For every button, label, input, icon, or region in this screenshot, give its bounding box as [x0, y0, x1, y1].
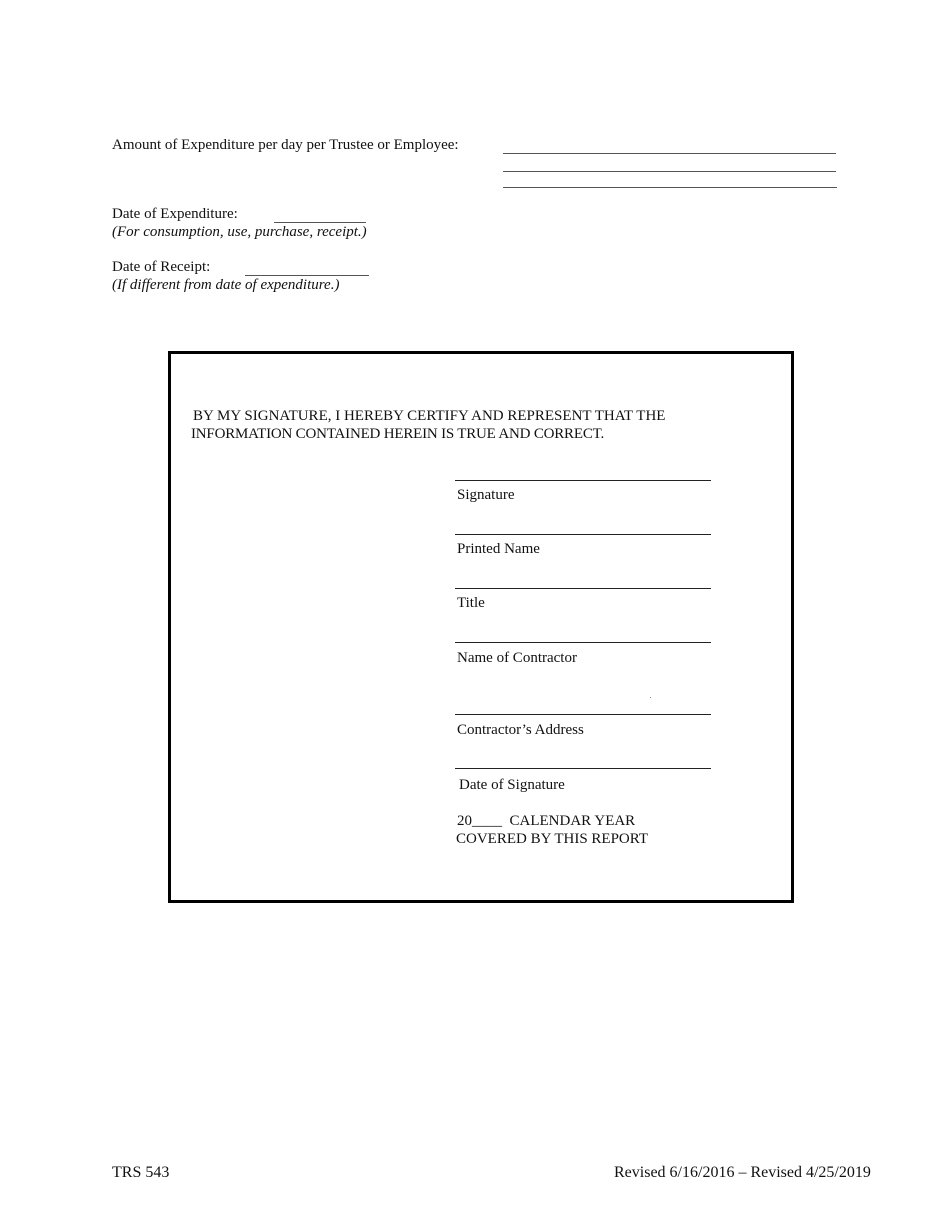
- title-label: Title: [457, 595, 485, 611]
- form-number: TRS 543: [112, 1164, 170, 1181]
- amount-field-line-1[interactable]: [503, 153, 836, 154]
- stray-dot: [650, 697, 651, 698]
- title-line[interactable]: [455, 588, 711, 589]
- printed-name-line[interactable]: [455, 534, 711, 535]
- certification-statement-line-2: INFORMATION CONTAINED HEREIN IS TRUE AND CORRECT.: [191, 426, 605, 442]
- date-signature-label: Date of Signature: [459, 777, 565, 793]
- amount-field-line-2[interactable]: [503, 171, 836, 172]
- contractor-name-label: Name of Contractor: [457, 650, 577, 666]
- printed-name-label: Printed Name: [457, 541, 540, 557]
- date-signature-line[interactable]: [455, 768, 711, 769]
- date-expenditure-field[interactable]: [274, 222, 366, 223]
- contractor-address-label: Contractor’s Address: [457, 722, 584, 738]
- contractor-address-line[interactable]: [455, 714, 711, 715]
- signature-label: Signature: [457, 487, 515, 503]
- date-expenditure-note: (For consumption, use, purchase, receipt.): [112, 224, 367, 240]
- amount-field-line-3[interactable]: [503, 187, 837, 188]
- date-receipt-label: Date of Receipt:: [112, 259, 211, 275]
- amount-label: Amount of Expenditure per day per Trustee or Employee:: [112, 137, 459, 153]
- calendar-year-line-1: 20____ CALENDAR YEAR: [457, 813, 636, 829]
- contractor-name-line[interactable]: [455, 642, 711, 643]
- date-expenditure-label: Date of Expenditure:: [112, 206, 238, 222]
- date-receipt-note: (If different from date of expenditure.): [112, 277, 340, 293]
- calendar-year-line-2: COVERED BY THIS REPORT: [456, 831, 649, 847]
- signature-line[interactable]: [455, 480, 711, 481]
- date-receipt-field[interactable]: [245, 275, 369, 276]
- revision-date: Revised 6/16/2016 – Revised 4/25/2019: [614, 1164, 871, 1181]
- certification-statement-line-1: BY MY SIGNATURE, I HEREBY CERTIFY AND REPRESENT THAT THE: [193, 408, 666, 424]
